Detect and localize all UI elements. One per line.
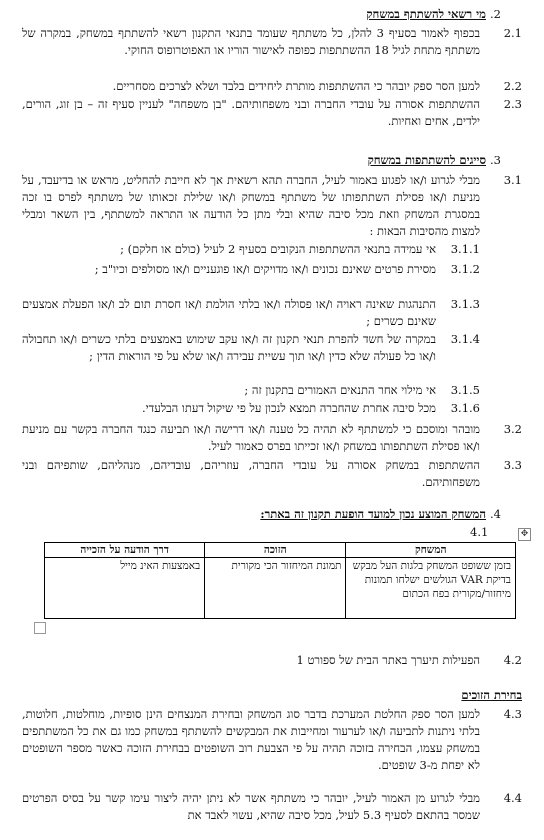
table-header-game: המשחק bbox=[346, 543, 516, 558]
clause-2-1 bbox=[22, 25, 522, 77]
section-4-title: המשחק המוצע נכון למועד הופעת תקנון זה באתר: bbox=[260, 507, 486, 521]
clause-text: למען הסר ספק החלטת המערכת בדבר סוג המשחק ובחירת המנצחים הינן סופיות, מוחלטות, חלוטות, בלתי ניתנות לתביעה ו/או לערעור ומחייבות את המבקשים להשתתף במשחק כמו גם את כל המשתתפים במשחק עצמו, הבחירה בזוכה תהיה על פי הצבעת רוב השופטים בבחירת הזוכה כאשר מספר השופטים לא יפחת מ-3 שופטים. bbox=[22, 707, 480, 772]
section-2-title: מי רשאי להשתתף במשחק bbox=[366, 7, 486, 21]
subclause-number: 3.1.5 bbox=[450, 383, 480, 397]
table-cell-winner: תמונת המיחזור הכי מקורית bbox=[205, 558, 346, 619]
clause-number: 3.3 bbox=[503, 458, 522, 472]
clause-text: מבלי לגרוע ו/או לפגוע באמור לעיל, החברה תהא רשאית אך לא חייבת להחליט, מראש או בדיעבד, על מניעת ו/או פסילת השתתפותו של משתתף במשחק ו/או שלילת זכאותו של משתתף לפרס בו זכה במסגרת המשחק וזאת מכל סיבה שהיא ובלי מתן כל הודעה או התראה למשתתף, בין השאר ומבלי למצות מהסיבות הבאות : bbox=[22, 173, 480, 238]
subclause-text: מסירת פרטים שאינם נכונים ו/או מדויקים ו/או פוגעניים ו/או מסולפים וכיו"ב ; bbox=[94, 262, 436, 276]
clause-number: 3.1 bbox=[503, 173, 522, 187]
table-header-winner: הזוכה bbox=[205, 543, 346, 558]
clause-text: מובהר ומוסכם כי למשתתף לא תהיה כל טענה ו/או דרישה ו/או תביעה כנגד החברה בקשר עם מניעת ו/או פסילת השתתפותו במשחק ו/או זכייתו בפרס כאמור לעיל. bbox=[22, 422, 480, 453]
table-cell-notification: באמצעות האינ מייל bbox=[45, 558, 205, 619]
subclause-text: במקרה של חשד להפרת תנאי תקנון זה ו/או עקב שימוש באמצעים בלתי כשרים ו/או תחבולה ו/או כל פעולה שלא כדין ו/או תוך עשיית עבירה ו/או שלא על פי הוראות הדין ; bbox=[22, 332, 436, 363]
clause-3-1-6 bbox=[22, 400, 522, 418]
clause-text: הפעילות תיערך באתר הבית של ספורט 1 bbox=[296, 653, 480, 667]
clause-number: 4.3 bbox=[503, 707, 522, 721]
clause-number: 2.1 bbox=[503, 26, 522, 40]
clause-number: 2.3 bbox=[503, 97, 522, 111]
game-table bbox=[44, 542, 516, 619]
clause-3-1-2 bbox=[22, 261, 522, 295]
table-cell-game: בזמן ששופט המשחק בלגות העל מבקש בדיקת VAR הגולשים ישלחו תמונות מיחזור/מקורית בפח הכתום bbox=[346, 558, 516, 619]
section-4-heading bbox=[14, 506, 514, 522]
clause-3-2 bbox=[22, 421, 522, 455]
clause-number: 4.4 bbox=[503, 791, 522, 805]
clause-3-1-5 bbox=[22, 382, 522, 400]
clause-3-1-4 bbox=[22, 331, 522, 381]
clause-number: 4.2 bbox=[503, 653, 522, 667]
section-2-number: 2. bbox=[490, 7, 501, 21]
section-4-number: 4. bbox=[490, 507, 501, 521]
section-3-title: סייגים להשתתפות במשחק bbox=[367, 153, 486, 167]
clause-4-2 bbox=[22, 652, 522, 670]
subclause-number: 3.1.4 bbox=[450, 332, 480, 346]
subclause-number: 3.1.6 bbox=[450, 401, 480, 415]
clause-3-1-3 bbox=[22, 296, 522, 330]
section-3-number: 3. bbox=[490, 153, 501, 167]
table-row bbox=[45, 558, 516, 619]
clause-4-1-number: 4.1 bbox=[470, 525, 489, 539]
clause-4-3 bbox=[22, 706, 522, 790]
clause-text: בכפוף לאמור בסעיף 3 להלן, כל משתתף שעומד בתנאי התקנון רשאי להשתתף במשחק, במקרה של משתתף מתחת לגיל 18 ההשתתפות כפופה לאישור הוריו או האפוטרופוס החוקי. bbox=[22, 26, 480, 57]
table-header-row bbox=[45, 543, 516, 558]
clause-4-4 bbox=[22, 790, 522, 826]
table-header-notification: דרך הודעה על הזכייה bbox=[45, 543, 205, 558]
clause-2-3 bbox=[22, 96, 522, 132]
subclause-number: 3.1.1 bbox=[450, 242, 480, 256]
clause-text: מבלי לגרוע מן האמור לעיל, יובהר כי משתתף אשר לא ניתן יהיה ליצור עימו קשר על בסיס הפרטים שמסר בהתאם לסעיף 5.3 לעיל, מכל סיבה שהיא, עשוי לאבד את bbox=[22, 791, 480, 822]
clause-number: 3.2 bbox=[503, 422, 522, 436]
section-3-heading bbox=[14, 152, 514, 168]
subclause-text: התנהגות שאינה ראויה ו/או פסולה ו/או בלתי הולמת ו/או חסרת תום לב ו/או הפעלת אמצעים שאינם כשרים ; bbox=[22, 297, 436, 328]
clause-text: ההשתתפות במשחק אסורה על עובדי החברה, עוזריהם, עובדיהם, מנהליהם, שותפיהם ובני משפחותיהם. bbox=[22, 458, 480, 489]
subclause-number: 3.1.2 bbox=[450, 262, 480, 276]
clause-3-1 bbox=[22, 172, 522, 240]
clause-number: 2.2 bbox=[503, 79, 522, 93]
table-resize-handle[interactable] bbox=[34, 622, 46, 634]
clause-3-1-1 bbox=[22, 241, 522, 259]
clause-2-2 bbox=[22, 78, 522, 96]
subclause-number: 3.1.3 bbox=[450, 297, 480, 311]
winners-heading: בחירת הזוכים bbox=[461, 688, 522, 702]
table-move-handle-icon[interactable]: ✥ bbox=[518, 528, 531, 541]
clause-text: למען הסר ספק יובהר כי ההשתתפות מותרת ליחידים בלבד ושלא לצרכים מסחריים. bbox=[112, 79, 480, 93]
subclause-text: אי מילוי אחר התנאים האמורים בתקנון זה ; bbox=[244, 383, 436, 397]
subclause-text: מכל סיבה אחרת שהחברה תמצא לנכון על פי שיקול דעתו הבלעדי. bbox=[142, 401, 436, 415]
subclause-text: אי עמידה בתנאי ההשתתפות הנקובים בסעיף 2 לעיל (כולם או חלקם) ; bbox=[120, 242, 436, 256]
clause-3-3 bbox=[22, 457, 522, 491]
section-2-heading bbox=[14, 6, 514, 22]
clause-text: ההשתתפות אסורה על עובדי החברה ובני משפחותיהם. "בן משפחה" לעניין סעיף זה – בן זוג, הורים, ילדים, אחים ואחיות. bbox=[22, 97, 480, 128]
